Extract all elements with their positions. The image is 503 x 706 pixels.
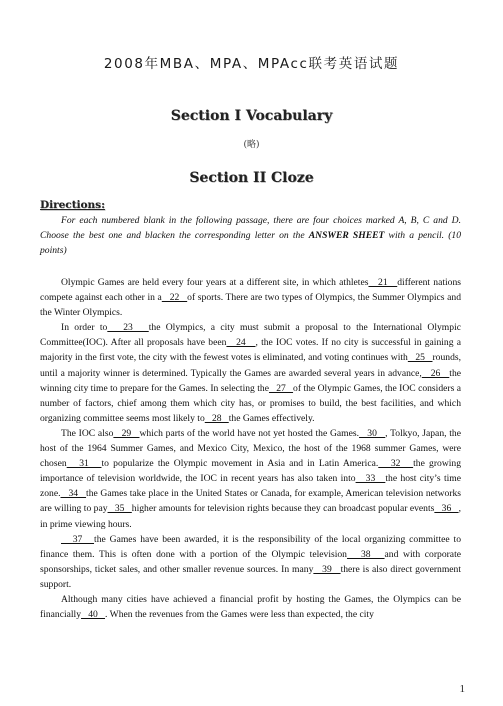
cloze-paragraph <box>40 426 461 532</box>
cloze-blank: 31 <box>66 458 102 470</box>
page-number: 1 <box>459 683 465 695</box>
passage-text: the Games take place in the United States or Canada, for example, American television networks are willing to pay <box>40 488 462 515</box>
passage-text: the winning city time to prepare for the Games. In selecting the <box>40 367 462 394</box>
cloze-paragraph <box>40 320 461 426</box>
passage-text: the Games have been awarded, it is the responsibility of the local organizing committee to finance them. This is often done with a portion of the Olympic television <box>40 533 462 560</box>
passage-text: . When the revenues from the Games were less than expected, the city <box>105 609 374 621</box>
passage-text: of sports. There are two types of Olympics, the Summer Olympics and the Winter Olympics. <box>40 292 462 319</box>
passage-text: the Olympics, a city must submit a proposal to the International Olympic Committee(IOC). After all proposals have been <box>40 322 461 349</box>
cloze-blank: 29 <box>113 427 140 439</box>
directions-text-before: For each numbered blank in the following passage, there are four choices marked A, B, C and D. Choose the best one and blacken the corresponding letter on the <box>40 215 461 241</box>
passage-text: the Games effectively. <box>228 412 315 424</box>
cloze-blank: 36 <box>434 503 459 515</box>
cloze-blank: 26 <box>421 367 450 379</box>
passage-text: to popularize the Olympic movement in Asia and in Latin America. <box>101 458 379 470</box>
passage-text: which parts of the world have not yet hosted the Games. <box>139 427 360 439</box>
section-2-heading: Section II Cloze <box>189 170 314 186</box>
directions-text-after: with a pencil. (10 points) <box>40 230 462 256</box>
passage-text: , the IOC votes. If no city is successful in gaining a majority in the first vote, the city with the fewest votes is eliminated, and voting continues with <box>40 337 462 364</box>
cloze-passage <box>40 275 461 622</box>
cloze-blank: 24 <box>226 337 256 349</box>
passage-text: The IOC also <box>61 427 114 439</box>
passage-text: In order to <box>61 322 108 334</box>
passage-text: , Tolkyo, Japan, the host of the 1964 Summer Games, and Mexico City, Mexico, the host of the 1968 summer Games, were chosen <box>40 427 461 470</box>
cloze-blank: 28 <box>204 412 229 424</box>
cloze-blank: 32 <box>378 458 414 470</box>
cloze-blank: 25 <box>407 352 433 364</box>
directions-label: Directions: <box>40 199 105 211</box>
cloze-blank: 35 <box>107 503 132 515</box>
cloze-blank: 30 <box>359 427 386 439</box>
cloze-blank: 23 <box>107 322 149 334</box>
passage-text: higher amounts for television rights because they can broadcast popular events <box>131 503 435 515</box>
directions-text <box>40 213 461 258</box>
passage-text: and with corporate sponsorships, ticket sales, and other smaller revenue sources. In many <box>40 548 461 575</box>
passage-text: the host city’s time zone. <box>40 473 462 500</box>
cloze-paragraph <box>40 592 461 622</box>
cloze-blank: 34 <box>60 488 87 500</box>
cloze-paragraph <box>40 532 461 592</box>
exam-title: 2008年MBA、MPA、MPAcc联考英语试题 <box>103 56 400 72</box>
cloze-blank: 22 <box>161 292 188 304</box>
passage-text: there is also direct government support. <box>40 563 461 590</box>
cloze-blank: 40 <box>81 609 106 621</box>
answer-sheet-label: ANSWER SHEET <box>308 230 385 241</box>
passage-text: different nations compete against each other in a <box>40 277 461 304</box>
passage-text: Olympic Games are held every four years at a different site, in which athletes <box>61 277 369 288</box>
passage-text: the growing importance of television worldwide, the IOC in recent years has also taken into <box>40 458 462 485</box>
section-1-heading: Section I Vocabulary <box>170 108 333 124</box>
cloze-blank: 21 <box>368 277 398 288</box>
cloze-blank: 27 <box>268 382 294 394</box>
cloze-blank: 38 <box>346 548 385 560</box>
passage-text: of the Olympic Games, the IOC considers a number of factors, chief among them which city has, or promises to build, the best facilities, and which organizing committee seems most likely to <box>40 382 461 424</box>
cloze-paragraph <box>40 275 461 320</box>
section-1-omitted-note: (略) <box>243 140 260 150</box>
passage-text: Although many cities have achieved a financial profit by hosting the Games, the Olympics can be financially <box>40 593 461 621</box>
passage-text: rounds, until a majority winner is determined. Typically the Games are awarded several years in advance, <box>40 352 461 379</box>
cloze-blank: 37 <box>61 533 95 545</box>
passage-text: , in prime viewing hours. <box>40 503 462 530</box>
cloze-blank: 33 <box>355 473 386 485</box>
cloze-blank: 39 <box>313 563 341 575</box>
